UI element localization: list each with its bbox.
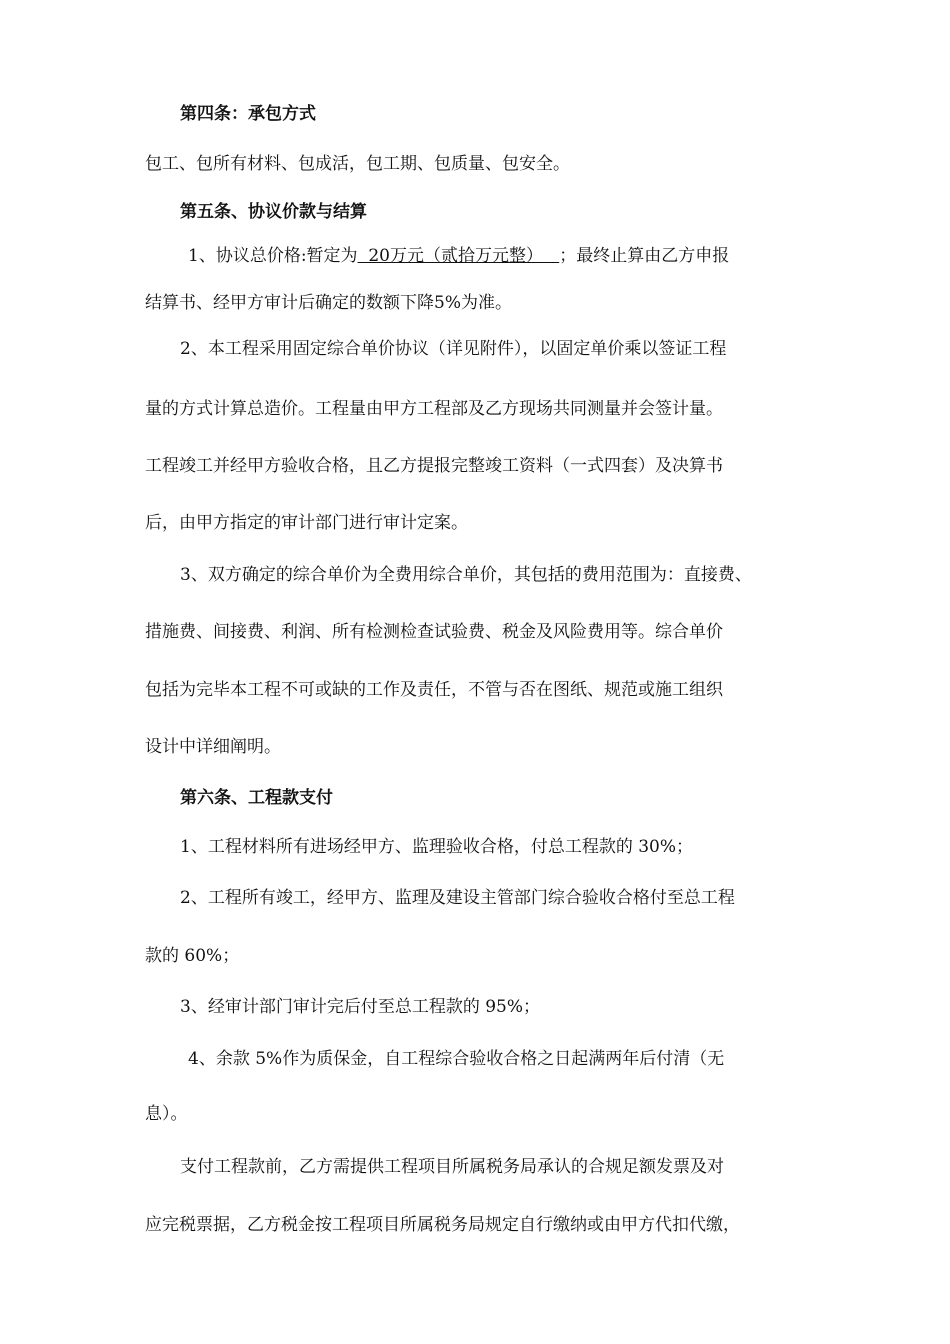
item1-suffix: ；最终止算由乙方申报 — [559, 246, 730, 266]
article5-item3-line1: 3、双方确定的综合单价为全费用综合单价，其包括的费用范围为：直接费、 — [180, 565, 752, 585]
article5-item2-line4: 后，由甲方指定的审计部门进行审计定案。 — [145, 513, 468, 533]
article6-item4-line2: 息）。 — [145, 1104, 188, 1124]
article4-text: 包工、包所有材料、包成活，包工期、包质量、包安全。 — [145, 154, 570, 174]
article5-item1 — [188, 244, 729, 268]
article5-item3-line3: 包括为完毕本工程不可或缺的工作及责任，不管与否在图纸、规范或施工组织 — [145, 680, 723, 700]
article5-heading: 第五条、协议价款与结算 — [180, 202, 367, 222]
article4-heading: 第四条：承包方式 — [180, 104, 316, 124]
article6-item2-line1: 2、工程所有竣工，经甲方、监理及建设主管部门综合验收合格付至总工程 — [180, 888, 735, 908]
article5-item3-line2: 措施费、间接费、利润、所有检测检查试验费、税金及风险费用等。综合单价 — [145, 622, 723, 642]
article6-item2-line2: 款的 60%； — [145, 946, 240, 966]
article5-item3-line4: 设计中详细阐明。 — [145, 737, 281, 757]
article6-item3: 3、经审计部门审计完后付至总工程款的 95%； — [180, 997, 541, 1017]
payment-line1: 支付工程款前，乙方需提供工程项目所属税务局承认的合规足额发票及对 — [180, 1157, 724, 1177]
article6-heading: 第六条、工程款支付 — [180, 788, 333, 808]
article5-item2-line2: 量的方式计算总造价。工程量由甲方工程部及乙方现场共同测量并会签计量。 — [145, 399, 723, 419]
article6-item4-line1: 4、余款 5%作为质保金，自工程综合验收合格之日起满两年后付清（无 — [188, 1049, 725, 1069]
payment-line2: 应完税票据，乙方税金按工程项目所属税务局规定自行缴纳或由甲方代扣代缴， — [145, 1215, 740, 1235]
item1-prefix: 1、协议总价格:暂定为 — [188, 246, 358, 266]
contract-amount: 20万元（贰拾万元整） — [357, 246, 560, 266]
article5-item2-line3: 工程竣工并经甲方验收合格，且乙方提报完整竣工资料（一式四套）及决算书 — [145, 456, 723, 476]
article5-item2-line1: 2、本工程采用固定综合单价协议（详见附件），以固定单价乘以签证工程 — [180, 339, 727, 359]
article5-item1-line2: 结算书、经甲方审计后确定的数额下降5%为准。 — [145, 293, 512, 313]
article6-item1: 1、工程材料所有进场经甲方、监理验收合格，付总工程款的 30%； — [180, 837, 694, 857]
